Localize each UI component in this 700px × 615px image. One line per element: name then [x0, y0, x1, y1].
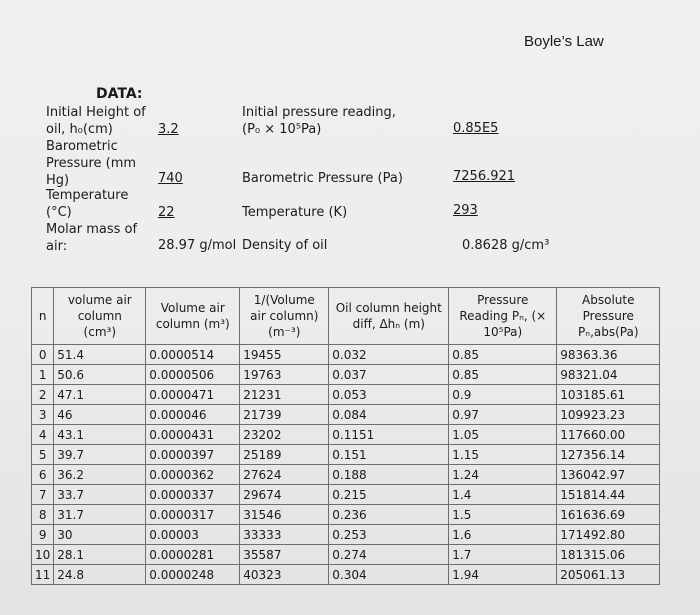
- table-cell: 5: [32, 445, 54, 465]
- column-header-oil-height-diff: [329, 288, 449, 345]
- table-row: [32, 525, 660, 545]
- table-cell: 0.85: [449, 365, 557, 385]
- table-row: [32, 505, 660, 525]
- table-body: [32, 345, 660, 585]
- param-label-temperature-k: [242, 204, 347, 221]
- label-line: air:: [46, 239, 68, 254]
- header-line: Pressure: [477, 293, 529, 307]
- table-cell: 0.0000431: [146, 425, 240, 445]
- data-heading: DATA:: [96, 86, 143, 102]
- table-cell: 1.7: [449, 545, 557, 565]
- table-cell: 0.304: [329, 565, 449, 585]
- table-row: [32, 565, 660, 585]
- table-cell: 46: [54, 405, 146, 425]
- table-cell: 0.85: [449, 345, 557, 365]
- param-value-oil-density: 0.8628 g/cm³: [462, 238, 550, 253]
- table-cell: 136042.97: [557, 465, 660, 485]
- table-cell: 0.0000248: [146, 565, 240, 585]
- table-cell: 0.151: [329, 445, 449, 465]
- column-header-pressure-reading: [449, 288, 557, 345]
- param-label-oil-density: [242, 237, 327, 254]
- table-cell: 103185.61: [557, 385, 660, 405]
- table-cell: 27624: [240, 465, 329, 485]
- table-row: [32, 385, 660, 405]
- param-value-barometric-pa: 7256.921: [453, 169, 516, 184]
- header-line: Reading Pₙ, (×: [459, 309, 547, 323]
- table-row: [32, 425, 660, 445]
- table-cell: 47.1: [54, 385, 146, 405]
- label-line: oil, h₀(cm): [46, 122, 113, 137]
- label-line: Pressure (mm: [46, 156, 137, 171]
- header-line: Volume air: [160, 301, 225, 315]
- table-row: [32, 485, 660, 505]
- column-header-n: [32, 288, 54, 345]
- param-label-molar-mass: [46, 221, 137, 255]
- table-cell: 0.0000281: [146, 545, 240, 565]
- param-label-initial-pressure: [242, 104, 396, 138]
- table-cell: 0.0000514: [146, 345, 240, 365]
- table-cell: 33.7: [54, 485, 146, 505]
- table-cell: 0.188: [329, 465, 449, 485]
- header-line: Pressure: [582, 309, 634, 323]
- header-line: (m⁻³): [268, 325, 301, 339]
- column-header-volume-m3: [146, 288, 240, 345]
- table-cell: 9: [32, 525, 54, 545]
- header-line: 10⁵Pa): [483, 325, 523, 339]
- table-cell: 4: [32, 425, 54, 445]
- table-cell: 0.0000397: [146, 445, 240, 465]
- column-header-absolute-pressure: [557, 288, 660, 345]
- table-cell: 0.00003: [146, 525, 240, 545]
- table-cell: 0.037: [329, 365, 449, 385]
- label-line: Temperature: [46, 188, 129, 203]
- table-cell: 8: [32, 505, 54, 525]
- table-cell: 171492.80: [557, 525, 660, 545]
- table-row: [32, 545, 660, 565]
- table-cell: 0.253: [329, 525, 449, 545]
- param-label-initial-height: [46, 104, 146, 138]
- table-cell: 28.1: [54, 545, 146, 565]
- header-line: 1/(Volume: [253, 293, 315, 307]
- table-cell: 98321.04: [557, 365, 660, 385]
- table-cell: 21739: [240, 405, 329, 425]
- table-cell: 1: [32, 365, 54, 385]
- table-row: [32, 405, 660, 425]
- table-cell: 33333: [240, 525, 329, 545]
- table-cell: 3: [32, 405, 54, 425]
- header-line: Oil column height: [335, 301, 442, 315]
- label-line: Molar mass of: [46, 222, 138, 237]
- header-line: column: [77, 309, 122, 323]
- table-cell: 205061.13: [557, 565, 660, 585]
- table-header-row: [32, 288, 660, 345]
- label-line: Initial pressure reading,: [242, 105, 396, 120]
- label-line: Temperature (K): [242, 205, 348, 220]
- header-line: (cm³): [83, 325, 117, 339]
- table-cell: 117660.00: [557, 425, 660, 445]
- table-cell: 40323: [240, 565, 329, 585]
- table-cell: 0.97: [449, 405, 557, 425]
- table-cell: 98363.36: [557, 345, 660, 365]
- label-line: Barometric: [46, 139, 118, 154]
- table-row: [32, 365, 660, 385]
- param-label-barometric-mmhg: [46, 138, 136, 189]
- label-line: Initial Height of: [46, 105, 146, 120]
- param-value-barometric-mmhg: 740: [158, 171, 183, 186]
- table-cell: 21231: [240, 385, 329, 405]
- table-cell: 39.7: [54, 445, 146, 465]
- table-cell: 29674: [240, 485, 329, 505]
- header-line: Pₙ,abs(Pa): [578, 325, 639, 339]
- column-header-inverse-volume: [240, 288, 329, 345]
- table-cell: 31546: [240, 505, 329, 525]
- param-label-barometric-pa: [242, 170, 403, 187]
- param-value-molar-mass: 28.97 g/mol: [158, 238, 237, 253]
- table-cell: 6: [32, 465, 54, 485]
- header-line: Absolute: [582, 293, 635, 307]
- table-cell: 151814.44: [557, 485, 660, 505]
- column-header-volume-cm3: [54, 288, 146, 345]
- table-cell: 43.1: [54, 425, 146, 445]
- header-line: air column): [250, 309, 319, 323]
- param-value-temperature-c: 22: [158, 205, 175, 220]
- table-cell: 181315.06: [557, 545, 660, 565]
- table-cell: 30: [54, 525, 146, 545]
- table-cell: 7: [32, 485, 54, 505]
- table-cell: 11: [32, 565, 54, 585]
- header-line: volume air: [67, 293, 132, 307]
- table-cell: 10: [32, 545, 54, 565]
- table-cell: 0.0000317: [146, 505, 240, 525]
- label-line: Hg): [46, 173, 70, 188]
- table-cell: 31.7: [54, 505, 146, 525]
- page-title: Boyle’s Law: [524, 33, 604, 50]
- table-cell: 1.5: [449, 505, 557, 525]
- table-cell: 0: [32, 345, 54, 365]
- table-cell: 1.6: [449, 525, 557, 545]
- table-cell: 1.05: [449, 425, 557, 445]
- table-cell: 25189: [240, 445, 329, 465]
- label-line: Density of oil: [242, 238, 328, 253]
- table-cell: 0.1151: [329, 425, 449, 445]
- header-line: diff, Δhₙ (m): [352, 317, 425, 331]
- table-cell: 36.2: [54, 465, 146, 485]
- table-cell: 0.084: [329, 405, 449, 425]
- label-line: (P₀ × 10⁵Pa): [242, 122, 322, 137]
- param-value-temperature-k: 293: [453, 203, 478, 218]
- table-cell: 24.8: [54, 565, 146, 585]
- param-value-initial-height: 3.2: [158, 122, 179, 137]
- header-line: column (m³): [155, 317, 230, 331]
- table-cell: 127356.14: [557, 445, 660, 465]
- table-cell: 0.053: [329, 385, 449, 405]
- table-cell: 23202: [240, 425, 329, 445]
- table-cell: 0.9: [449, 385, 557, 405]
- table-row: [32, 465, 660, 485]
- table-cell: 19763: [240, 365, 329, 385]
- label-line: Barometric Pressure (Pa): [242, 171, 403, 186]
- table-cell: 1.24: [449, 465, 557, 485]
- table-cell: 19455: [240, 345, 329, 365]
- table-row: [32, 445, 660, 465]
- param-value-initial-pressure: 0.85E5: [453, 121, 499, 136]
- table-cell: 0.215: [329, 485, 449, 505]
- table-cell: 2: [32, 385, 54, 405]
- table-cell: 0.0000506: [146, 365, 240, 385]
- table-cell: 51.4: [54, 345, 146, 365]
- param-label-temperature-c: [46, 187, 128, 221]
- measurement-table: [31, 287, 660, 585]
- header-line: n: [38, 309, 47, 323]
- table-cell: 0.236: [329, 505, 449, 525]
- table-cell: 109923.23: [557, 405, 660, 425]
- table-cell: 0.032: [329, 345, 449, 365]
- label-line: (°C): [46, 205, 72, 220]
- table-cell: 0.274: [329, 545, 449, 565]
- table-cell: 1.4: [449, 485, 557, 505]
- table-cell: 0.0000362: [146, 465, 240, 485]
- table-cell: 50.6: [54, 365, 146, 385]
- table-cell: 35587: [240, 545, 329, 565]
- table-cell: 161636.69: [557, 505, 660, 525]
- table-cell: 0.0000337: [146, 485, 240, 505]
- table-cell: 1.94: [449, 565, 557, 585]
- table-cell: 1.15: [449, 445, 557, 465]
- table-row: [32, 345, 660, 365]
- table-cell: 0.0000471: [146, 385, 240, 405]
- table-cell: 0.000046: [146, 405, 240, 425]
